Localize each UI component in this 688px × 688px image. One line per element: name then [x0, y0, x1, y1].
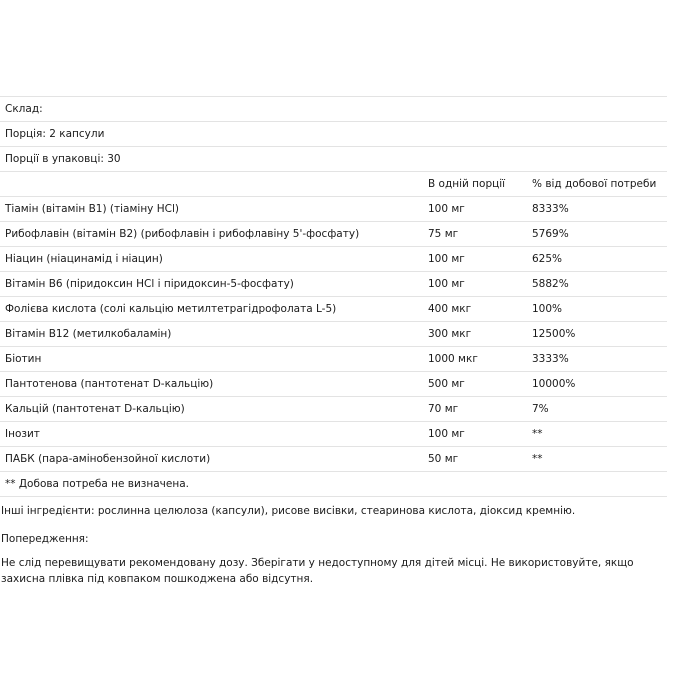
table-row — [0, 222, 667, 247]
table-row — [0, 247, 667, 272]
table-row — [0, 197, 667, 222]
nutrient-name: Тіамін (вітамін B1) (тіаміну HCl) — [0, 197, 423, 222]
composition-title: Склад: — [0, 97, 667, 122]
warning-text: Не слід перевищувати рекомендовану дозу. Зберігати у недоступному для дітей місці. Не використовуйте, якщо захисна плівка під ковпаком пошкоджена або відсутня. — [1, 557, 634, 585]
supplement-facts-table — [0, 96, 667, 497]
nutrient-amount: 50 мг — [423, 447, 527, 472]
nutrient-amount: 100 мг — [423, 422, 527, 447]
nutrient-daily-value: 12500% — [527, 322, 667, 347]
nutrient-daily-value: 625% — [527, 247, 667, 272]
nutrient-name: Пантотенова (пантотенат D-кальцію) — [0, 372, 423, 397]
nutrient-amount: 100 мг — [423, 272, 527, 297]
nutrient-amount: 75 мг — [423, 222, 527, 247]
nutrient-name: Фолієва кислота (солі кальцію метилтетрагідрофолата L-5) — [0, 297, 423, 322]
nutrient-name: Біотин — [0, 347, 423, 372]
table-row — [0, 347, 667, 372]
nutrient-amount: 400 мкг — [423, 297, 527, 322]
table-row — [0, 397, 667, 422]
nutrient-daily-value: 100% — [527, 297, 667, 322]
nutrient-amount: 100 мг — [423, 197, 527, 222]
other-ingredients: Інші інгредієнти: рослинна целюлоза (капсули), рисове висівки, стеаринова кислота, діоксид кремнію. — [1, 505, 576, 517]
nutrient-name: Кальцій (пантотенат D-кальцію) — [0, 397, 423, 422]
nutrient-daily-value: 5882% — [527, 272, 667, 297]
nutrient-daily-value: 3333% — [527, 347, 667, 372]
nutrient-name: Вітамін B6 (піридоксин HCl і піридоксин-5-фосфату) — [0, 272, 423, 297]
nutrient-daily-value: 5769% — [527, 222, 667, 247]
nutrient-name: Рибофлавін (вітамін B2) (рибофлавін і рибофлавіну 5'-фосфату) — [0, 222, 423, 247]
table-row — [0, 372, 667, 397]
nutrient-daily-value: 10000% — [527, 372, 667, 397]
composition-title-row — [0, 97, 667, 122]
footnote: ** Добова потреба не визначена. — [0, 472, 667, 497]
table-row — [0, 422, 667, 447]
nutrient-daily-value: ** — [527, 447, 667, 472]
table-header-row — [0, 172, 667, 197]
serving-row — [0, 122, 667, 147]
nutrient-amount: 100 мг — [423, 247, 527, 272]
nutrient-daily-value: ** — [527, 422, 667, 447]
serving-size: Порція: 2 капсули — [0, 122, 667, 147]
table-row — [0, 272, 667, 297]
nutrient-name: Ніацин (ніацинамід і ніацин) — [0, 247, 423, 272]
servings-per-container-row — [0, 147, 667, 172]
servings-per-container: Порції в упаковці: 30 — [0, 147, 667, 172]
footnote-row — [0, 472, 667, 497]
table-row — [0, 322, 667, 347]
supplement-facts — [0, 96, 688, 587]
table-row — [0, 297, 667, 322]
nutrient-amount: 300 мкг — [423, 322, 527, 347]
warning-title: Попередження: — [1, 533, 89, 545]
nutrient-daily-value: 8333% — [527, 197, 667, 222]
header-nutrient — [0, 172, 423, 197]
nutrient-amount: 1000 мкг — [423, 347, 527, 372]
nutrient-amount: 500 мг — [423, 372, 527, 397]
nutrient-amount: 70 мг — [423, 397, 527, 422]
additional-info — [0, 503, 688, 587]
nutrient-name: Інозит — [0, 422, 423, 447]
nutrient-name: ПАБК (пара-амінобензойної кислоти) — [0, 447, 423, 472]
nutrient-daily-value: 7% — [527, 397, 667, 422]
nutrient-name: Вітамін B12 (метилкобаламін) — [0, 322, 423, 347]
header-daily-value: % від добової потреби — [527, 172, 667, 197]
header-amount: В одній порції — [423, 172, 527, 197]
table-row — [0, 447, 667, 472]
